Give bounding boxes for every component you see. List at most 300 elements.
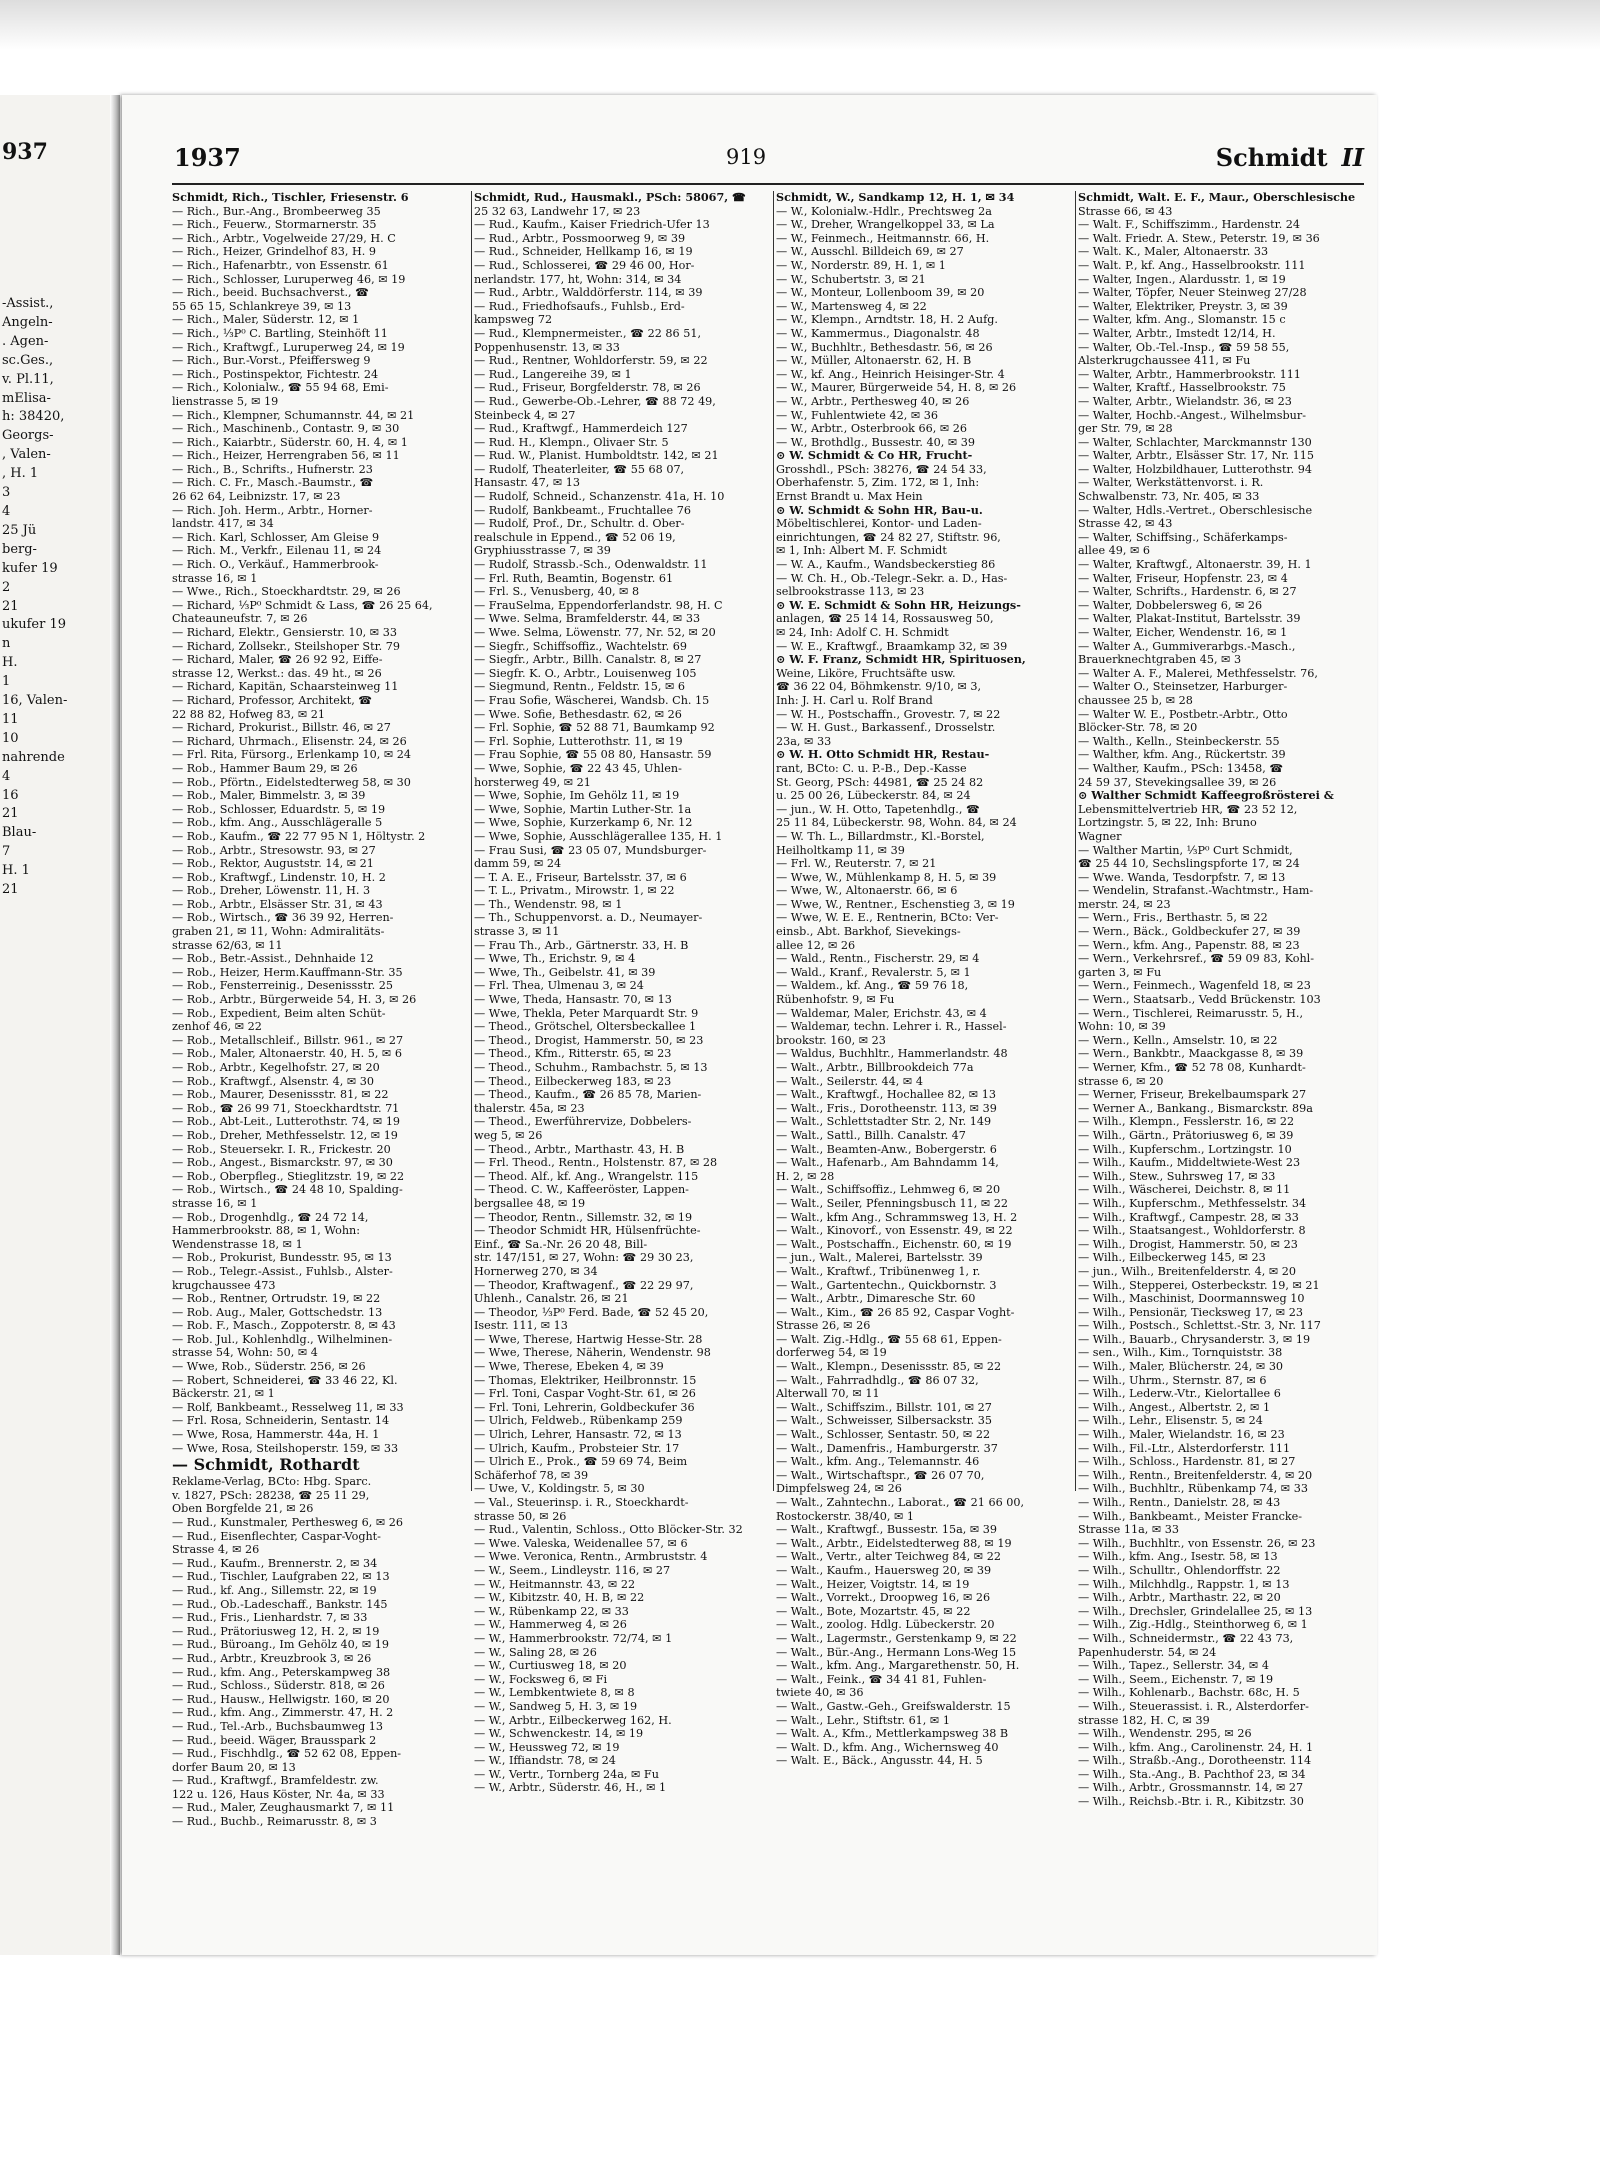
directory-entry: — Wilh., Rentn., Danielstr. 28, ✉ 43 [1078,1496,1281,1509]
directory-entry: — Wern., Staatsarb., Vedd Brückenstr. 103 [1078,993,1321,1007]
left-page-fragment: -Assist., [2,296,54,311]
left-page-fragment: 7 [2,844,11,860]
directory-entry: — W. Ch. H., Ob.-Telegr.-Sekr. a. D., Has- [776,571,1008,585]
directory-entry: — Frau Sophie, ☎ 55 08 80, Hansastr. 59 [474,748,712,762]
directory-entry: — Rob., Kraftwgf., Alsenstr. 4, ✉ 30 [172,1074,374,1088]
directory-entry: — Wilh., Klempn., Fesslerstr. 16, ✉ 22 [1078,1115,1295,1129]
directory-entry: — Waldemar, Maler, Erichstr. 43, ✉ 4 [776,1006,987,1020]
directory-entry: — Frl. Rita, Fürsorg., Erlenkamp 10, ✉ 24 [172,748,412,762]
directory-entry: — Rud., Arbtr., Walddörferstr. 114, ✉ 39 [474,286,703,300]
directory-entry: — Wwe. Selma, Bramfelderstr. 44, ✉ 33 [474,612,701,626]
directory-entry: Oben Borgfelde 21, ✉ 26 [172,1502,314,1516]
directory-entry: — Wwe, W., Mühlenkamp 8, H. 5, ✉ 39 [776,870,997,884]
directory-entry: — Walter, Dobbelersweg 6, ✉ 26 [1078,598,1263,612]
directory-entry: 55 65 15, Schlankreye 39, ✉ 13 [172,299,352,313]
directory-entry: — Wilh., Arbtr., Grossmannstr. 14, ✉ 27 [1078,1781,1304,1795]
directory-entry: — Rob., Arbtr., Kegelhofstr. 27, ✉ 20 [172,1061,380,1074]
directory-entry: — Walther, Kaufm., PSch: 13458, ☎ [1078,761,1284,775]
directory-entry: — Walter, Schiffsing., Schäferkamps- [1078,530,1288,544]
directory-entry: — Rudolf, Bankbeamt., Fruchtallee 76 [474,503,691,517]
directory-entry: — Wilh., Bankbeamt., Meister Francke- [1078,1509,1303,1523]
directory-entry: — Wern., Bankbtr., Maackgasse 8, ✉ 39 [1078,1047,1304,1061]
directory-entry: — Rud., Friseur, Borgfelderstr. 78, ✉ 26 [474,381,701,395]
directory-entry: — Walter, Ob.-Tel.-Insp., ☎ 59 58 55, [1078,340,1290,354]
directory-entry: Brauerknechtgraben 45, ✉ 3 [1078,653,1242,667]
directory-entry: — Walt., Arbtr., Eidelstedterweg 88, ✉ 19 [776,1536,1012,1550]
directory-entry: — Rob. F., Masch., Zoppoterstr. 8, ✉ 43 [172,1319,396,1333]
directory-entry: — Wilh., Bauarb., Chrysanderstr. 3, ✉ 19 [1078,1332,1311,1346]
directory-entry: — Ulrich, Kaufm., Probsteier Str. 17 [474,1441,680,1455]
directory-entry: — W., Norderstr. 89, H. 1, ✉ 1 [776,258,946,272]
directory-entry: — Walther Martin, ⅓P⁰ Curt Schmidt, [1078,843,1293,857]
directory-entry: — Theod., Eilbeckerweg 183, ✉ 23 [474,1074,672,1088]
directory-entry: — Walt., zoolog. Hdlg. Lübeckerstr. 20 [776,1618,995,1632]
directory-entry: — W., Hammerbrookstr. 72/74, ✉ 1 [474,1631,673,1645]
directory-entry: — Richard, Uhrmach., Elisenstr. 24, ✉ 26 [172,734,407,748]
directory-entry: — Frl. Rosa, Schneiderin, Sentastr. 14 [172,1414,390,1428]
directory-entry: — Rich. O., Verkäuf., Hammerbrook- [172,558,379,572]
directory-entry: — Wwe, Sophie, ☎ 22 43 45, Uhlen- [474,761,682,775]
directory-entry: — Wilh., Eilbeckerweg 145, ✉ 23 [1078,1251,1266,1265]
directory-entry: Gryphiusstrasse 7, ✉ 39 [474,544,611,558]
directory-entry: — Frl. S., Venusberg, 40, ✉ 8 [474,585,640,599]
directory-entry: — FrauSelma, Eppendorferlandstr. 98, H. C [474,598,723,612]
directory-entry: — Wilh., Buchhltr., von Essenstr. 26, ✉ 23 [1078,1536,1316,1550]
directory-entry: — Walth., Kelln., Steinbeckerstr. 55 [1078,734,1280,748]
directory-entry: — W. A., Kaufm., Wandsbeckerstieg 86 [776,558,996,572]
directory-entry: — Wilh., Postsch., Schlettst.-Str. 3, Nr. 117 [1078,1319,1321,1333]
directory-entry: — Wilh., Maschinist, Doormannsweg 10 [1078,1292,1305,1306]
left-page-edge [0,95,120,1955]
directory-entry: — Walter, Werkstättenvorst. i. R. [1078,476,1264,490]
directory-entry: dorferweg 54, ✉ 19 [776,1346,887,1360]
directory-entry: — Walter, Schlachter, Marckmannstr 130 [1078,435,1312,449]
directory-entry: — Rud., Fischhdlg., ☎ 52 62 08, Eppen- [172,1747,402,1761]
directory-entry: — Rob., Schlosser, Eduardstr. 5, ✉ 19 [172,802,386,816]
directory-entry: garten 3, ✉ Fu [1078,965,1162,979]
directory-entry: — Rob., Prokurist, Bundesstr. 95, ✉ 13 [172,1251,392,1265]
directory-entry: — Rob., Angest., Bismarckstr. 97, ✉ 30 [172,1156,393,1170]
directory-entry: — Rich., B., Schrifts., Hufnerstr. 23 [172,462,373,476]
directory-entry: graben 21, ✉ 11, Wohn: Admiralitäts- [172,925,385,939]
directory-entry: — W., Arbtr., Süderstr. 46, H., ✉ 1 [474,1781,667,1795]
directory-entry: — Wwe, Thekla, Peter Marquardt Str. 9 [474,1006,699,1020]
directory-entry: strasse 182, H. C, ✉ 39 [1078,1713,1210,1727]
section-numeral: II [1341,143,1364,172]
directory-entry: — Walt. F., Schiffszimm., Hardenstr. 24 [1078,218,1301,232]
directory-entry: — Rud., Langereihe 39, ✉ 1 [474,367,632,381]
directory-entry: — Frl. Thea, Ulmenau 3, ✉ 24 [474,979,644,993]
directory-entry: — Walt., kfm. Ang., Telemannstr. 46 [776,1455,980,1469]
directory-entry: Lebensmittelvertrieb HR, ☎ 23 52 12, [1078,802,1298,816]
directory-entry: — Walt., Gastw.-Geh., Greifswalderstr. 15 [776,1699,1011,1713]
directory-entry: — W., Seem., Lindleystr. 116, ✉ 27 [474,1563,671,1577]
directory-entry: — Walter, Friseur, Hopfenstr. 23, ✉ 4 [1078,571,1288,585]
directory-entry: — Frl. Theod., Rentn., Holstenstr. 87, ✉ 28 [474,1156,718,1170]
left-page-fragments [2,295,67,900]
directory-entry: — Walt., Vertr., alter Teichweg 84, ✉ 22 [776,1550,1001,1564]
directory-entry: — Rich., ⅓P⁰ C. Bartling, Steinhöft 11 [172,326,388,340]
directory-entry: — Walt., Damenfris., Hamburgerstr. 37 [776,1441,998,1455]
directory-entry: — W., Arbtr., Eilbeckerweg 162, H. [474,1713,672,1727]
directory-entry: — Rud., Prätoriusweg 12, H. 2, ✉ 19 [172,1624,380,1638]
directory-entry: — Rob., Kaufm., ☎ 22 77 95 N 1, Höltystr. 2 [172,829,426,843]
directory-entry: — Wwe. Sofie, Bethesdastr. 62, ✉ 26 [474,707,682,721]
directory-entry: — Walt., Arbtr., Dimaresche Str. 60 [776,1292,976,1306]
directory-entry: rant, BCto: C. u. P.-B., Dep.-Kasse [776,761,967,775]
directory-entry: — Rud., Valentin, Schloss., Otto Blöcker-Str. 32 [474,1523,743,1537]
directory-entry: — Rud., Gewerbe-Ob.-Lehrer, ☎ 88 72 49, [474,394,716,408]
directory-entry: — Walt., Kraftwf., Tribünenweg 1, r. [776,1264,981,1278]
directory-entry: — Walter, Arbtr., Elsässer Str. 17, Nr. 115 [1078,449,1315,463]
directory-entry: kampsweg 72 [474,313,553,327]
directory-entry: — Rud., Schneider, Hellkamp 16, ✉ 19 [474,245,693,259]
directory-entry: — Wwe, Sophie, Martin Luther-Str. 1a [474,802,692,816]
directory-entry: — Walt. D., kfm. Ang., Wichernsweg 40 [776,1740,999,1754]
directory-entry: — Wilh., Kupferschm., Methfesselstr. 34 [1078,1196,1307,1210]
directory-entry: — Wwe., Rich., Stoeckhardtstr. 29, ✉ 26 [172,585,401,599]
column-divider [471,191,472,1491]
directory-entry: — Wilh., Buchhltr., Rübenkamp 74, ✉ 33 [1078,1482,1308,1496]
page-number: 919 [726,145,767,169]
directory-entry: strasse 16, ✉ 1 [172,1196,258,1210]
scan-top-shadow [0,0,1600,50]
left-page-fragment: 25 Jü [2,522,37,538]
directory-entry: St. Georg, PSch: 44981, ☎ 25 24 82 [776,775,984,789]
directory-entry: — Walt., kfm. Ang., Margarethenstr. 50, H. [776,1659,1020,1673]
left-page-fragment: 21 [2,598,19,614]
directory-entry: — Val., Steuerinsp. i. R., Stoeckhardt- [474,1496,689,1509]
directory-entry: Einf., ☎ Sa.-Nr. 26 20 48, Bill- [474,1237,648,1251]
directory-entry: — Rob., Abt-Leit., Lutterothstr. 74, ✉ 19 [172,1115,401,1129]
directory-entry: ⊙ W. Schmidt & Sohn HR, Bau-u. [776,502,983,517]
directory-entry: — W., Ausschl. Billdeich 69, ✉ 27 [776,245,964,259]
directory-entry: — Rich., Kraftwgf., Luruperweg 24, ✉ 19 [172,340,405,354]
directory-entry: Schmidt, Rich., Tischler, Friesenstr. 6 [172,190,409,204]
directory-entry: — Rob. Aug., Maler, Gottschedstr. 13 [172,1305,383,1319]
directory-entry: — Rud., Kraftwgf., Bramfeldestr. zw. [172,1774,379,1788]
directory-entry: nerlandstr. 177, ht, Wohn: 314, ✉ 34 [474,272,682,286]
directory-entry: — W., kf. Ang., Heinrich Heisinger-Str. 4 [776,367,1005,381]
directory-entry: — W., Hammerweg 4, ✉ 26 [474,1618,627,1632]
directory-entry: — W., Rübenkamp 22, ✉ 33 [474,1604,629,1618]
directory-entry: — Wwe, Sophie, Ausschlägerallee 135, H. 1 [474,829,723,843]
directory-entry: — Frau Susi, ☎ 23 05 07, Mundsburger- [474,843,707,857]
directory-entry: ⊙ W. Schmidt & Co HR, Frucht- [776,448,973,463]
directory-entry: — Wwe, Rob., Süderstr. 256, ✉ 26 [172,1360,366,1374]
directory-entry: Wagner [1078,829,1122,843]
directory-entry: — W., Lembkentwiete 8, ✉ 8 [474,1686,635,1700]
directory-entry: — Frl. Toni, Lehrerin, Goldbeckufer 36 [474,1400,695,1414]
directory-entry: Wendenstrasse 18, ✉ 1 [172,1237,303,1251]
directory-entry: — Walt. A., Kfm., Mettlerkampsweg 38 B [776,1727,1009,1741]
directory-entry: 24 59 37, Stevekingsallee 39, ✉ 26 [1078,775,1277,789]
directory-entry: — Ulrich, Lehrer, Hansastr. 72, ✉ 13 [474,1428,682,1442]
directory-entry: — Wwe, W., Altonaerstr. 66, ✉ 6 [776,884,958,898]
directory-entry: — Wern., Fris., Berthastr. 5, ✉ 22 [1078,911,1268,925]
directory-entry: — Walter, Töpfer, Neuer Steinweg 27/28 [1078,286,1307,300]
directory-entry: — Walter, Ingen., Alardusstr. 1, ✉ 19 [1078,272,1286,286]
directory-entry: 25 32 63, Landwehr 17, ✉ 23 [474,204,641,218]
column-3 [776,190,1071,1768]
left-page-fragment: 16 [2,787,19,803]
directory-entry: — Theodor, Kraftwagenf., ☎ 22 29 97, [474,1278,694,1292]
directory-entry: — Rich., Heizer, Herrengraben 56, ✉ 11 [172,449,400,463]
directory-entry: — Uwe, V., Koldingstr. 5, ✉ 30 [474,1482,645,1496]
directory-entry: — W. H., Postschaffn., Grovestr. 7, ✉ 22 [776,707,1001,721]
directory-entry: — Wern., Feinmech., Wagenfeld 18, ✉ 23 [1078,979,1311,993]
directory-entry: — Wilh., Arbtr., Marthastr. 22, ✉ 20 [1078,1591,1281,1605]
directory-entry: — Waldem., kf. Ang., ☎ 59 76 18, [776,979,969,993]
directory-entry: — Rud., Schlosserei, ☎ 29 46 00, Hor- [474,258,695,272]
directory-entry: — Rob., Rektor, Auguststr. 14, ✉ 21 [172,857,374,871]
directory-entry: — Wilh., Reichsb.-Btr. i. R., Kibitzstr. 30 [1078,1795,1304,1809]
directory-entry: — Walt., Beamten-Anw., Bobergerstr. 6 [776,1142,997,1156]
directory-entry: ☎ 36 22 04, Böhmkenstr. 9/10, ✉ 3, [776,680,982,694]
directory-entry: — W., Kammermus., Diagonalstr. 48 [776,326,980,340]
column-4 [1078,190,1373,1809]
directory-entry: — Rudolf, Schneid., Schanzenstr. 41a, H. 10 [474,490,725,504]
directory-entry: — W., Iffiandstr. 78, ✉ 24 [474,1754,616,1768]
directory-entry: — Wilh., Kraftwgf., Campestr. 28, ✉ 33 [1078,1210,1299,1224]
directory-entry: — Theodor Schmidt HR, Hülsenfrüchte- [474,1224,701,1238]
directory-entry: — Richard, ⅓P⁰ Schmidt & Lass, ☎ 26 25 64, [172,598,433,612]
directory-entry: — Walt., Seiler, Pfenningsbusch 11, ✉ 22 [776,1196,1009,1210]
directory-entry: — Wilh., Gärtn., Prätoriusweg 6, ✉ 39 [1078,1128,1294,1142]
directory-entry: — W., Klempn., Arndtstr. 18, H. 2 Aufg. [776,313,998,327]
directory-entry: Inh: J. H. Carl u. Rolf Brand [776,693,933,707]
directory-entry: Uhlenh., Canalstr. 26, ✉ 21 [474,1292,629,1306]
directory-entry: — Wwe, Sophie, Kurzerkamp 6, Nr. 12 [474,816,693,830]
directory-entry: ⊙ W. F. Franz, Schmidt HR, Spirituosen, [776,652,1026,667]
directory-entry: — Rob., Maler, Bimmelstr. 3, ✉ 39 [172,789,366,803]
directory-entry: — Rob., Dreher, Methfesselstr. 12, ✉ 19 [172,1128,398,1142]
left-page-fragment: 10 [2,730,19,746]
directory-entry: — Theod., Kfm., Ritterstr. 65, ✉ 23 [474,1047,672,1061]
directory-entry: 22 88 82, Hofweg 83, ✉ 21 [172,707,325,721]
directory-entry: — Rudolf, Strassb.-Sch., Odenwaldstr. 11 [474,558,708,572]
directory-entry: — Rob., Heizer, Herm.Kauffmann-Str. 35 [172,965,403,979]
directory-entry: — Rob., Maurer, Desenissstr. 81, ✉ 22 [172,1088,389,1102]
directory-entry: Hansastr. 47, ✉ 13 [474,476,581,490]
directory-entry: — W., Fuhlentwiete 42, ✉ 36 [776,408,938,422]
directory-entry: — Rud., Tel.-Arb., Buchsbaumweg 13 [172,1719,384,1733]
directory-entry: einsb., Abt. Barkhof, Sievekings- [776,925,961,939]
column-divider [773,191,774,1491]
directory-entry: — W., Sandweg 5, H. 3, ✉ 19 [474,1699,638,1713]
directory-entry: — Rob., Expedient, Beim alten Schüt- [172,1006,386,1020]
directory-entry: — Rudolf, Theaterleiter, ☎ 55 68 07, [474,462,685,476]
directory-entry: realschule in Eppend., ☎ 52 06 19, [474,530,676,544]
directory-entry: — Rob., Telegr.-Assist., Fuhlsb., Alster- [172,1264,393,1278]
directory-entry: — Wilh., Rentn., Breitenfelderstr. 4, ✉ 20 [1078,1468,1313,1482]
directory-entry: — Wilh., Kaufm., Middeltwiete-West 23 [1078,1156,1301,1170]
directory-entry: einrichtungen, ☎ 24 82 27, Stiftstr. 96, [776,530,1001,544]
directory-entry: Lortzingstr. 5, ✉ 22, Inh: Bruno [1078,816,1257,830]
directory-entry: zenhof 46, ✉ 22 [172,1020,262,1034]
directory-entry: — Rob., Arbtr., Stresowstr. 93, ✉ 27 [172,843,376,857]
directory-entry: — W. E., Kraftwgf., Braamkamp 32, ✉ 39 [776,639,1008,653]
directory-entry: — Wwe, W., Rentner., Eschenstieg 3, ✉ 19 [776,897,1015,911]
directory-entry: — Rob., Drogenhdlg., ☎ 24 72 14, [172,1210,369,1224]
directory-entry: — Rudolf, Prof., Dr., Schultr. d. Ober- [474,517,685,531]
directory-entry: — Wendelin, Strafanst.-Wachtmstr., Ham- [1078,884,1314,898]
directory-entry: v. 1827, PSch: 28238, ☎ 25 11 29, [172,1488,370,1502]
directory-entry: Grosshdl., PSch: 38276, ☎ 24 54 33, [776,462,987,476]
directory-entry: — Walt., Kaufm., Hauersweg 20, ✉ 39 [776,1563,992,1577]
directory-entry: — Rud., Buchb., Reimarusstr. 8, ✉ 3 [172,1815,377,1829]
directory-entry: — Wwe, Therese, Ebeken 4, ✉ 39 [474,1360,664,1374]
directory-entry: — Walt., Kinovorf., von Essenstr. 49, ✉ 22 [776,1224,1013,1238]
header-rule [172,183,1364,185]
directory-entry: — Rob., Fensterreinig., Desenissstr. 25 [172,979,393,993]
directory-entry: — Walther, kfm. Ang., Rückertstr. 39 [1078,748,1286,762]
directory-entry: — Wwe, W. E. E., Rentnerin, BCto: Ver- [776,911,999,925]
directory-entry: — Wern., Kelln., Amselstr. 10, ✉ 22 [1078,1033,1278,1047]
directory-entry: — Theod., Arbtr., Marthastr. 43, H. B [474,1142,685,1156]
directory-entry: — Wilh., Kupferschm., Lortzingstr. 10 [1078,1142,1292,1156]
directory-entry: — Wilh., Seem., Eichenstr. 7, ✉ 19 [1078,1672,1274,1686]
directory-entry: — Walt., Heizer, Voigtstr. 14, ✉ 19 [776,1577,970,1591]
directory-entry: — Rud., Ob.-Ladeschaff., Bankstr. 145 [172,1597,388,1611]
directory-entry: — Richard, Maler, ☎ 26 92 92, Eiffe- [172,653,383,667]
directory-entry: — Walter A. F., Malerei, Methfesselstr. 76, [1078,666,1318,680]
directory-entry: — Rich., Bur.-Vorst., Pfeiffersweg 9 [172,354,371,368]
directory-entry: Strasse 4, ✉ 26 [172,1543,260,1557]
directory-entry: Möbeltischlerei, Kontor- und Laden- [776,517,982,531]
directory-entry: — Walter, Arbtr., Hammerbrookstr. 111 [1078,367,1301,381]
directory-entry: — Walt., Hafenarb., Am Bahndamm 14, [776,1156,999,1170]
directory-entry: — Walter, Schrifts., Hardenstr. 6, ✉ 27 [1078,585,1297,599]
directory-entry: — Frl. Sophie, Lutterothstr. 11, ✉ 19 [474,734,683,748]
directory-entry: — Frl. Ruth, Beamtin, Bogenstr. 61 [474,571,674,585]
directory-entry: — Rob., kfm. Ang., Ausschlägeralle 5 [172,816,383,830]
directory-entry: — Wwe, Therese, Näherin, Wendenstr. 98 [474,1346,711,1360]
directory-entry: — Walter, Kraftf., Hasselbrookstr. 75 [1078,381,1286,395]
directory-entry: 25 11 84, Lübeckerstr. 98, Wohn. 84, ✉ 24 [776,816,1017,830]
directory-entry: — Wwe. Valeska, Weidenallee 57, ✉ 6 [474,1536,688,1550]
directory-entry: — W., Arbtr., Perthesweg 40, ✉ 26 [776,394,970,408]
directory-entry: Hornerweg 270, ✉ 34 [474,1264,598,1278]
directory-entry: — Werner, Kfm., ☎ 52 78 08, Kunhardt- [1078,1061,1306,1074]
directory-entry: — Theod. Alf., kf. Ang., Wrangelstr. 115 [474,1169,699,1183]
directory-entry: — Walter, Arbtr., Imstedt 12/14, H. [1078,326,1276,340]
directory-entry: — Wwe. Wanda, Tesdorpfstr. 7, ✉ 13 [1078,870,1286,884]
left-page-fragment: kufer 19 [2,560,58,576]
directory-entry: — Walt., Kraftwgf., Hochallee 82, ✉ 13 [776,1088,996,1102]
directory-entry: Reklame-Verlag, BCto: Hbg. Sparc. [172,1475,372,1489]
directory-entry: — Walt., Feink., ☎ 34 41 81, Fuhlen- [776,1672,987,1686]
directory-entry: Strasse 42, ✉ 43 [1078,517,1173,531]
directory-entry: — Theodor, ⅓P⁰ Ferd. Bade, ☎ 52 45 20, [474,1305,709,1319]
directory-entry: Schmidt, W., Sandkamp 12, H. 1, ✉ 34 [776,190,1015,204]
directory-entry: — Frl. W., Reuterstr. 7, ✉ 21 [776,857,937,871]
directory-entry: — Rob., Hammer Baum 29, ✉ 26 [172,761,358,775]
directory-entry: — Wwe. Selma, Löwenstr. 77, Nr. 52, ✉ 20 [474,626,716,639]
directory-entry: — Walt., Gartentechn., Quickbornstr. 3 [776,1278,997,1292]
directory-entry: — jun., W. H. Otto, Tapetenhdlg., ☎ [776,802,980,816]
left-page-fragment: H. 1 [2,863,30,879]
directory-entry: — Wilh., Tapez., Sellerstr. 34, ✉ 4 [1078,1659,1269,1673]
directory-entry: — Walt. Friedr. A. Stew., Peterstr. 19, ✉ 36 [1078,231,1320,245]
directory-entry: — Rud., Eisenflechter, Caspar-Voght- [172,1529,381,1543]
directory-entry: — Walt. E., Bäck., Angusstr. 44, H. 5 [776,1754,983,1768]
left-page-fragment: 3 [2,485,11,501]
directory-entry: strasse 16, ✉ 1 [172,571,258,585]
directory-entry: Oberhafenstr. 5, Zim. 172, ✉ 1, Inh: [776,476,980,490]
directory-entry: — Wilh., Straßb.-Ang., Dorotheenstr. 114 [1078,1754,1312,1768]
directory-entry: — Wilh., Lederw.-Vtr., Kielortallee 6 [1078,1387,1281,1401]
directory-entry: bergsallee 48, ✉ 19 [474,1196,586,1210]
left-page-fragment: , H. 1 [2,466,39,482]
directory-entry: — Rich., Maschinenb., Contastr. 9, ✉ 30 [172,422,400,436]
directory-entry: — Walt., kfm Ang., Schrammsweg 13, H. 2 [776,1210,1018,1224]
page-gutter [110,95,120,1955]
directory-entry: — Walt., Klempn., Desenissstr. 85, ✉ 22 [776,1360,1002,1374]
directory-entry: — Walter, Hdls.-Vertret., Oberschlesische [1078,503,1313,517]
directory-entry: — W., Heussweg 72, ✉ 19 [474,1740,620,1754]
directory-entry: — Walt., Schiffszim., Billstr. 101, ✉ 27 [776,1400,992,1414]
directory-entry: — Theod. C. W., Kaffeeröster, Lappen- [474,1183,689,1197]
left-page-fragment: 2 [2,579,11,595]
directory-entry: chaussee 25 b, ✉ 28 [1078,693,1193,707]
page-header [174,143,1364,173]
directory-entry: Papenhuderstr. 54, ✉ 24 [1078,1645,1217,1659]
directory-entry: — Rob., Steuersekr. I. R., Frickestr. 20 [172,1142,391,1156]
directory-entry: brookstr. 160, ✉ 23 [776,1033,886,1047]
directory-entry: — Walter O., Steinsetzer, Harburger- [1078,680,1288,694]
directory-entry: — W., Schubertstr. 3, ✉ 21 [776,272,926,286]
directory-entry: — Wwe, Th., Erichstr. 9, ✉ 4 [474,952,636,966]
directory-entry: Schäferhof 78, ✉ 39 [474,1468,589,1482]
directory-entry: — Walt. Zig.-Hdlg., ☎ 55 68 61, Eppen- [776,1332,1002,1346]
left-page-fragment: 4 [2,503,11,519]
directory-entry: — Frau Sofie, Wäscherei, Wandsb. Ch. 15 [474,693,710,707]
directory-entry: — Wilh., kfm. Ang., Carolinenstr. 24, H. 1 [1078,1740,1314,1754]
directory-entry: — Wwe, Rosa, Hammerstr. 44a, H. 1 [172,1428,380,1442]
left-page-fragment: 11 [2,711,19,727]
directory-entry: — Rud., Kaufm., Brennerstr. 2, ✉ 34 [172,1556,378,1570]
directory-entry: — Richard, Kapitän, Schaarsteinweg 11 [172,680,399,694]
column-1 [172,190,467,1829]
directory-entry: — Rob., Pförtn., Eidelstedterweg 58, ✉ 30 [172,775,411,789]
directory-entry: — Rich., Schlosser, Luruperweg 46, ✉ 19 [172,272,406,286]
directory-entry: — Rud., Tischler, Laufgraben 22, ✉ 13 [172,1570,390,1584]
directory-entry: — Wern., Bäck., Goldbeckufer 27, ✉ 39 [1078,925,1301,939]
directory-entry: — Rud., Kaufm., Kaiser Friedrich-Ufer 13 [474,218,710,232]
directory-entry: — Wwe, Th., Geibelstr. 41, ✉ 39 [474,965,656,979]
directory-entry: — Rob. Jul., Kohlenhdlg., Wilhelminen- [172,1332,393,1346]
directory-entry: — Rud., Arbtr., Possmoorweg 9, ✉ 39 [474,231,686,245]
directory-entry: — Rob., Arbtr., Elsässer Str. 31, ✉ 43 [172,897,383,911]
directory-entry: strasse 6, ✉ 20 [1078,1074,1164,1088]
directory-entry: — Wilh., Staatsangest., Wohldorferstr. 8 [1078,1224,1306,1238]
directory-entry: allee 49, ✉ 6 [1078,544,1151,558]
directory-entry: — W., Vertr., Tornberg 24a, ✉ Fu [474,1767,659,1781]
directory-entry: str. 147/151, ✉ 27, Wohn: ☎ 29 30 23, [474,1251,694,1265]
directory-entry: — T. A. E., Friseur, Bartelsstr. 37, ✉ 6 [474,870,687,884]
column-2 [474,190,769,1795]
directory-entry: — Rich., Arbtr., Vogelweide 27/29, H. C [172,231,396,245]
directory-entry: — Schmidt, Rothardt [172,1455,360,1475]
directory-entry: — Rich., Klempner, Schumannstr. 44, ✉ 21 [172,408,415,422]
directory-entry: — Walt., Schlettstadter Str. 2, Nr. 149 [776,1115,992,1129]
directory-entry: — Frau Th., Arb., Gärtnerstr. 33, H. B [474,938,689,952]
directory-entry: — T. L., Privatm., Mirowstr. 1, ✉ 22 [474,884,675,898]
directory-entry: — Wilh., Maler, Blücherstr. 24, ✉ 30 [1078,1360,1284,1374]
directory-entry: Alsterkrugchaussee 411, ✉ Fu [1078,354,1251,368]
surname-text: Schmidt [1215,143,1328,172]
